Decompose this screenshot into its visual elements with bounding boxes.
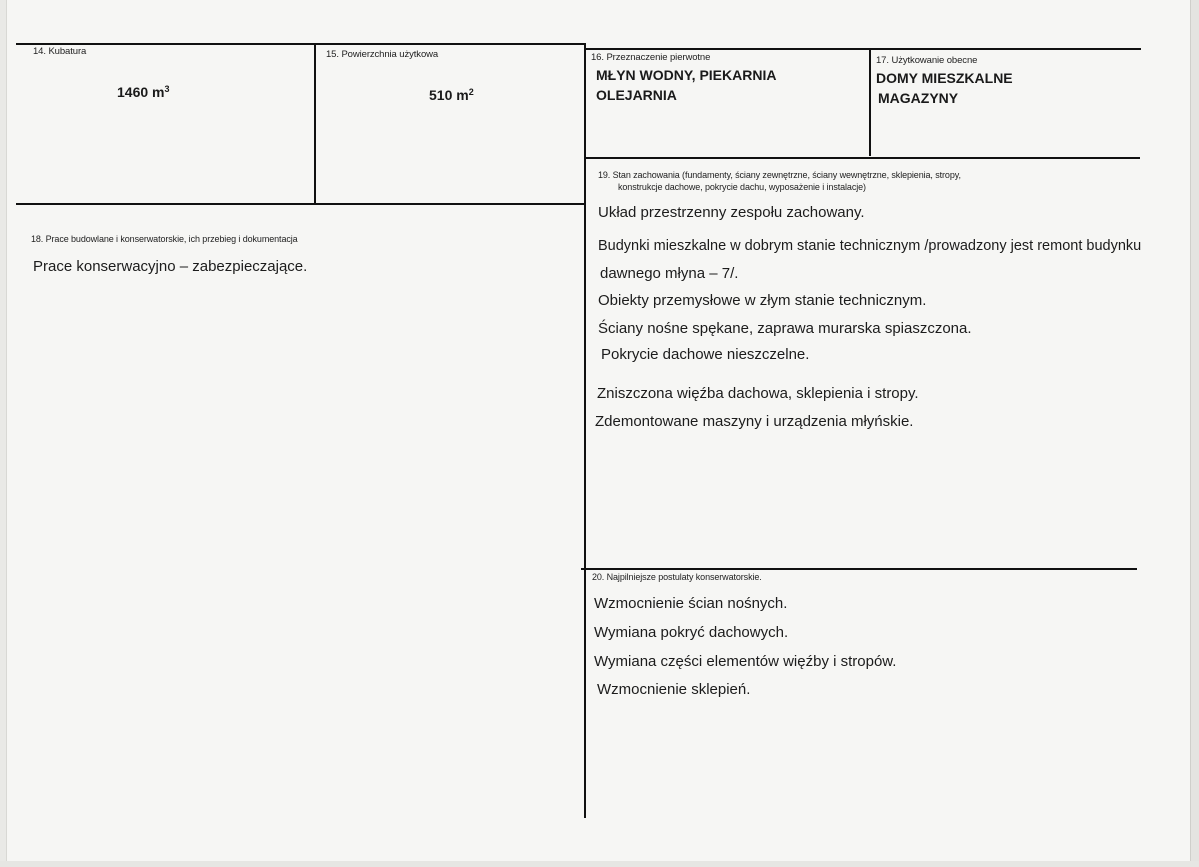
paper-edge-right (1190, 0, 1199, 867)
field-19-line-2: Budynki mieszkalne w dobrym stanie technicznym /prowadzony jest remont budynku (598, 238, 1142, 254)
field-18-line-1: Prace konserwacyjno – zabezpieczające. (33, 258, 308, 275)
field-15-unit-exponent: 2 (468, 87, 474, 97)
row-divider-left (16, 203, 586, 205)
field-19-line-3: dawnego młyna – 7/. (600, 265, 739, 282)
field-20-label: 20. Najpilniejsze postulaty konserwatorskie. (592, 572, 762, 582)
field-19-line-1: Układ przestrzenny zespołu zachowany. (598, 204, 865, 221)
top-border-line-right (586, 48, 1141, 50)
row-divider-right (586, 157, 1140, 159)
field-19-label-line-2: konstrukcje dachowe, pokrycie dachu, wyposażenie i instalacje) (618, 182, 866, 192)
field-14-unit-exponent: 3 (164, 84, 170, 94)
field-20-line-3: Wymiana części elementów więźby i stropów. (594, 653, 897, 670)
field-19-line-7: Zniszczona więźba dachowa, sklepienia i stropy. (597, 385, 919, 402)
field-14-label: 14. Kubatura (33, 46, 87, 57)
field-20-line-4: Wzmocnienie sklepień. (597, 681, 751, 698)
divider-14-15 (314, 44, 316, 204)
main-vertical-divider (584, 44, 586, 818)
field-19-line-4: Obiekty przemysłowe w złym stanie technicznym. (598, 292, 927, 309)
divider-16-17 (869, 49, 871, 156)
field-15-label: 15. Powierzchnia użytkowa (326, 49, 439, 60)
field-16-label: 16. Przeznaczenie pierwotne (591, 52, 711, 63)
field-15-value (429, 83, 474, 104)
field-17-line-1: DOMY MIESZKALNE (876, 70, 1013, 86)
field-19-line-6: Pokrycie dachowe nieszczelne. (601, 346, 810, 363)
divider-19-20 (581, 568, 1137, 570)
field-16-line-2: OLEJARNIA (596, 87, 677, 103)
field-16-line-1: MŁYN WODNY, PIEKARNIA (596, 67, 777, 83)
field-20-line-1: Wzmocnienie ścian nośnych. (594, 595, 788, 612)
field-17-label: 17. Użytkowanie obecne (876, 55, 978, 66)
field-18-label: 18. Prace budowlane i konserwatorskie, ich przebieg i dokumentacja (31, 234, 298, 244)
field-19-line-5: Ściany nośne spękane, zaprawa murarska spiaszczona. (598, 320, 972, 337)
field-17-line-2: MAGAZYNY (878, 90, 959, 106)
top-border-line (16, 43, 586, 45)
paper-edge-left (0, 0, 7, 867)
field-14-number: 1460 m (117, 84, 165, 100)
field-19-line-8: Zdemontowane maszyny i urządzenia młyńskie. (595, 413, 914, 430)
paper-edge-bottom (0, 861, 1199, 867)
field-15-number: 510 m (429, 87, 469, 103)
field-14-value (117, 80, 170, 101)
field-20-line-2: Wymiana pokryć dachowych. (594, 624, 789, 641)
field-19-label-line-1: 19. Stan zachowania (fundamenty, ściany zewnętrzne, ściany wewnętrzne, sklepienia, stropy, (598, 170, 961, 180)
